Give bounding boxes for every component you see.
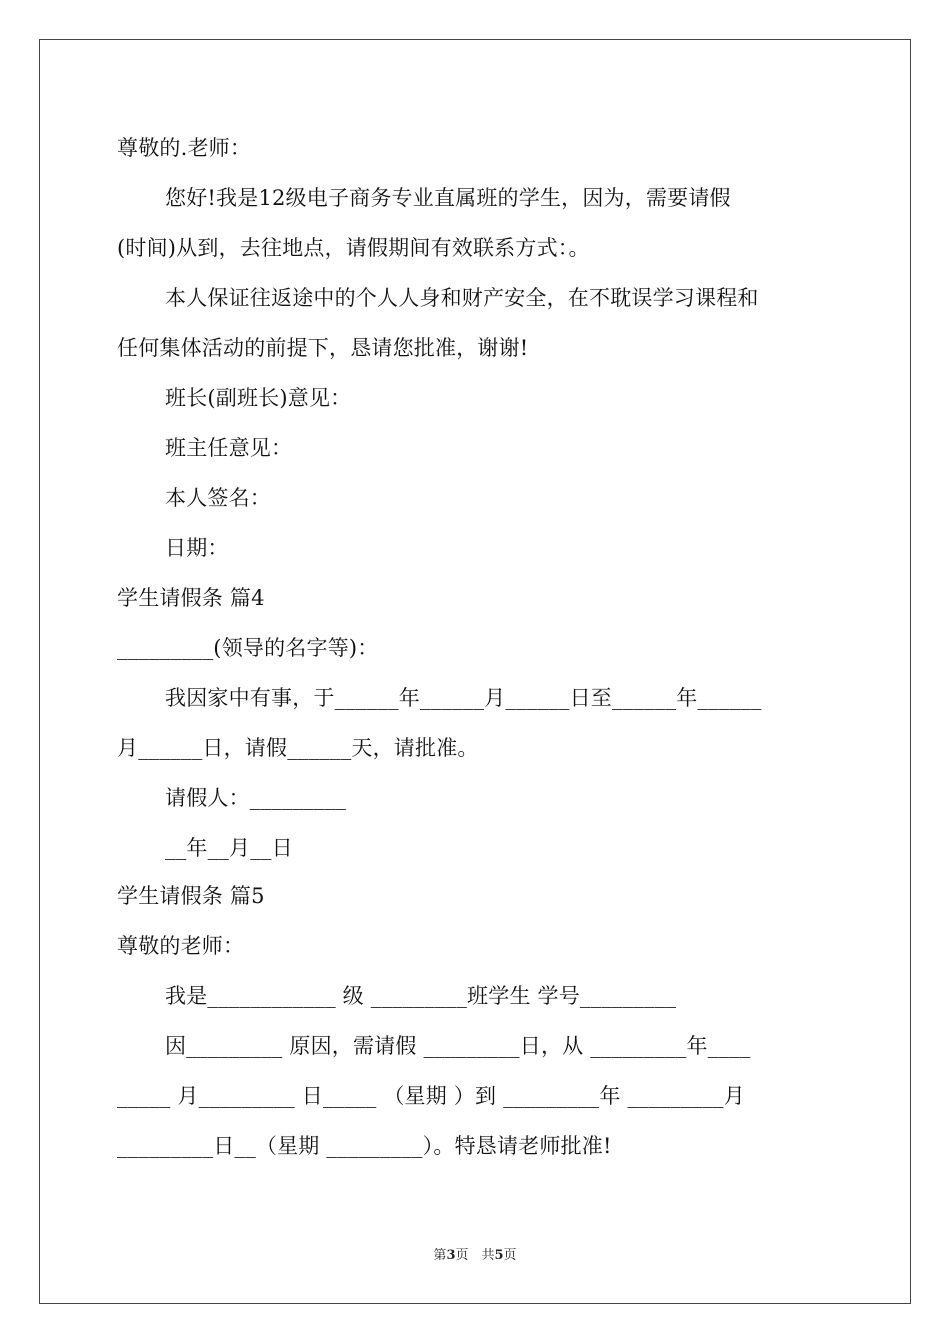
date-line: __年__月__日 xyxy=(165,836,293,860)
salutation: 尊敬的老师： xyxy=(117,934,245,958)
page-number-footer xyxy=(0,1246,950,1266)
salutation: 尊敬的.老师： xyxy=(117,136,252,160)
addressee-line: _________(领导的名字等)： xyxy=(117,636,379,660)
footer-suffix: 页 xyxy=(503,1248,517,1263)
section-heading: 学生请假条 篇4 xyxy=(117,586,265,610)
body-paragraph-line: 您好!我是12级电子商务专业直属班的学生，因为，需要请假 xyxy=(165,186,731,210)
form-line: 我是____________ 级 _________班学生 学号_________ xyxy=(165,984,677,1008)
date-label: 日期： xyxy=(165,536,229,560)
form-line: _________日__（星期 _________）。特恳请老师批准! xyxy=(117,1134,612,1158)
body-paragraph-line: (时间)从到，去往地点，请假期间有效联系方式：。 xyxy=(117,236,590,260)
teacher-opinion-label: 班主任意见： xyxy=(165,436,293,460)
section-heading: 学生请假条 篇5 xyxy=(117,884,265,908)
footer-mid: 页 共 xyxy=(455,1248,495,1263)
form-line: 因_________ 原因，需请假 _________日，从 _________年____ xyxy=(165,1034,751,1058)
footer-prefix: 第 xyxy=(433,1248,447,1263)
body-paragraph-line: 本人保证往返途中的个人人身和财产安全，在不耽误学习课程和 xyxy=(165,286,759,310)
applicant-line: 请假人：_________ xyxy=(165,786,347,810)
body-paragraph-line: 任何集体活动的前提下，恳请您批准，谢谢! xyxy=(117,336,529,360)
current-page-number: 3 xyxy=(446,1248,456,1263)
page-border xyxy=(39,39,911,1304)
signature-label: 本人签名： xyxy=(165,486,271,510)
total-page-number: 5 xyxy=(494,1248,504,1263)
form-line: _____ 月_________ 日_____ （星期 ）到 _________年 _________月 xyxy=(117,1084,745,1108)
body-paragraph-line: 我因家中有事，于______年______月______日至______年______ xyxy=(165,686,762,710)
body-paragraph-line: 月______日，请假______天，请批准。 xyxy=(117,736,479,760)
monitor-opinion-label: 班长(副班长)意见： xyxy=(165,386,352,410)
